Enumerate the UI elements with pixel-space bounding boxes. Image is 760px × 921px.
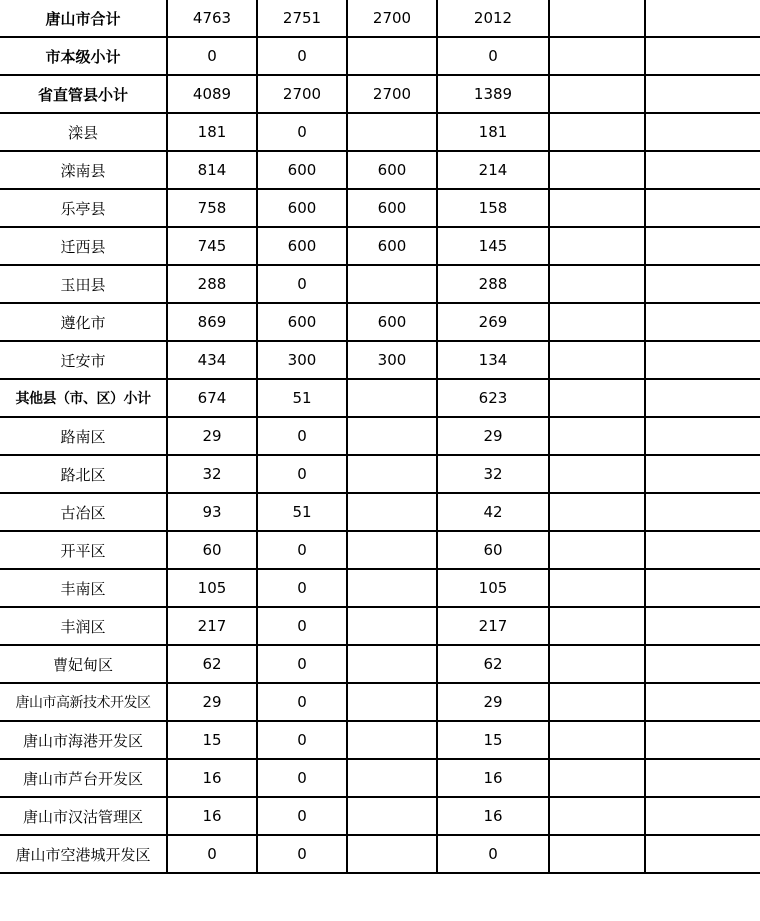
value-cell-2: 0	[257, 531, 347, 569]
value-cell-2: 0	[257, 37, 347, 75]
empty-cell-6	[645, 265, 760, 303]
table-row	[0, 379, 760, 417]
value-cell-2: 51	[257, 493, 347, 531]
value-cell-1: 674	[167, 379, 257, 417]
value-cell-1: 814	[167, 151, 257, 189]
value-cell-1: 29	[167, 417, 257, 455]
value-cell-1: 434	[167, 341, 257, 379]
value-cell-3: 2700	[347, 75, 437, 113]
empty-cell-5	[549, 379, 645, 417]
value-cell-2: 0	[257, 645, 347, 683]
value-cell-2: 0	[257, 607, 347, 645]
value-cell-3	[347, 797, 437, 835]
value-cell-3	[347, 379, 437, 417]
value-cell-3	[347, 759, 437, 797]
empty-cell-6	[645, 303, 760, 341]
value-cell-1: 29	[167, 683, 257, 721]
value-cell-4: 32	[437, 455, 549, 493]
table-row	[0, 265, 760, 303]
value-cell-3	[347, 37, 437, 75]
value-cell-2: 0	[257, 569, 347, 607]
region-name-cell: 唐山市高新技术开发区	[0, 683, 167, 721]
value-cell-3	[347, 607, 437, 645]
value-cell-3: 300	[347, 341, 437, 379]
region-name-cell: 路北区	[0, 455, 167, 493]
table-row	[0, 759, 760, 797]
table-row	[0, 75, 760, 113]
value-cell-2: 0	[257, 455, 347, 493]
table-row	[0, 569, 760, 607]
region-name-cell: 唐山市汉沽管理区	[0, 797, 167, 835]
value-cell-3	[347, 569, 437, 607]
empty-cell-6	[645, 37, 760, 75]
region-name-cell: 玉田县	[0, 265, 167, 303]
empty-cell-6	[645, 759, 760, 797]
region-name-cell: 乐亭县	[0, 189, 167, 227]
table-row	[0, 493, 760, 531]
value-cell-1: 869	[167, 303, 257, 341]
value-cell-2: 51	[257, 379, 347, 417]
empty-cell-6	[645, 493, 760, 531]
table-row	[0, 721, 760, 759]
empty-cell-5	[549, 759, 645, 797]
value-cell-1: 4089	[167, 75, 257, 113]
empty-cell-6	[645, 379, 760, 417]
value-cell-1: 16	[167, 797, 257, 835]
table-row	[0, 37, 760, 75]
region-name-cell: 路南区	[0, 417, 167, 455]
table-row	[0, 189, 760, 227]
empty-cell-6	[645, 797, 760, 835]
value-cell-1: 32	[167, 455, 257, 493]
value-cell-4: 29	[437, 417, 549, 455]
empty-cell-5	[549, 341, 645, 379]
table-row	[0, 227, 760, 265]
region-name-cell: 省直管县小计	[0, 75, 167, 113]
value-cell-3: 600	[347, 189, 437, 227]
empty-cell-6	[645, 341, 760, 379]
value-cell-2: 300	[257, 341, 347, 379]
empty-cell-5	[549, 797, 645, 835]
value-cell-3: 600	[347, 227, 437, 265]
empty-cell-6	[645, 721, 760, 759]
value-cell-4: 29	[437, 683, 549, 721]
table-row	[0, 303, 760, 341]
empty-cell-6	[645, 113, 760, 151]
value-cell-4: 1389	[437, 75, 549, 113]
empty-cell-6	[645, 569, 760, 607]
value-cell-4: 16	[437, 759, 549, 797]
value-cell-2: 0	[257, 835, 347, 873]
empty-cell-5	[549, 493, 645, 531]
region-name-cell: 唐山市合计	[0, 0, 167, 37]
value-cell-4: 62	[437, 645, 549, 683]
value-cell-4: 288	[437, 265, 549, 303]
value-cell-2: 2751	[257, 0, 347, 37]
value-cell-2: 0	[257, 265, 347, 303]
value-cell-4: 214	[437, 151, 549, 189]
value-cell-1: 60	[167, 531, 257, 569]
empty-cell-5	[549, 151, 645, 189]
table-row	[0, 341, 760, 379]
value-cell-2: 0	[257, 721, 347, 759]
empty-cell-6	[645, 607, 760, 645]
value-cell-1: 181	[167, 113, 257, 151]
region-name-cell: 曹妃甸区	[0, 645, 167, 683]
table-row	[0, 531, 760, 569]
value-cell-3	[347, 455, 437, 493]
value-cell-4: 158	[437, 189, 549, 227]
value-cell-3	[347, 531, 437, 569]
table-row	[0, 113, 760, 151]
table-row	[0, 0, 760, 37]
value-cell-4: 181	[437, 113, 549, 151]
table-row	[0, 151, 760, 189]
value-cell-3: 600	[347, 151, 437, 189]
value-cell-4: 0	[437, 37, 549, 75]
empty-cell-5	[549, 683, 645, 721]
value-cell-1: 15	[167, 721, 257, 759]
value-cell-3	[347, 683, 437, 721]
region-name-cell: 遵化市	[0, 303, 167, 341]
region-name-cell: 迁西县	[0, 227, 167, 265]
value-cell-4: 0	[437, 835, 549, 873]
table-row	[0, 645, 760, 683]
value-cell-2: 600	[257, 189, 347, 227]
empty-cell-6	[645, 683, 760, 721]
value-cell-4: 60	[437, 531, 549, 569]
table-row	[0, 797, 760, 835]
value-cell-3	[347, 645, 437, 683]
value-cell-3	[347, 721, 437, 759]
region-name-cell: 滦南县	[0, 151, 167, 189]
value-cell-1: 288	[167, 265, 257, 303]
empty-cell-5	[549, 531, 645, 569]
value-cell-3: 600	[347, 303, 437, 341]
value-cell-2: 600	[257, 303, 347, 341]
region-name-cell: 市本级小计	[0, 37, 167, 75]
value-cell-2: 0	[257, 797, 347, 835]
empty-cell-6	[645, 151, 760, 189]
region-name-cell: 开平区	[0, 531, 167, 569]
empty-cell-5	[549, 569, 645, 607]
value-cell-1: 0	[167, 37, 257, 75]
value-cell-1: 758	[167, 189, 257, 227]
value-cell-2: 600	[257, 151, 347, 189]
table-row	[0, 455, 760, 493]
value-cell-1: 745	[167, 227, 257, 265]
empty-cell-5	[549, 645, 645, 683]
value-cell-1: 4763	[167, 0, 257, 37]
table-row	[0, 607, 760, 645]
table-row	[0, 683, 760, 721]
empty-cell-5	[549, 607, 645, 645]
value-cell-4: 16	[437, 797, 549, 835]
region-name-cell: 唐山市空港城开发区	[0, 835, 167, 873]
value-cell-3	[347, 265, 437, 303]
empty-cell-6	[645, 189, 760, 227]
value-cell-4: 134	[437, 341, 549, 379]
region-name-cell: 迁安市	[0, 341, 167, 379]
value-cell-2: 2700	[257, 75, 347, 113]
empty-cell-5	[549, 113, 645, 151]
table-row	[0, 835, 760, 873]
empty-cell-5	[549, 303, 645, 341]
empty-cell-5	[549, 455, 645, 493]
value-cell-1: 93	[167, 493, 257, 531]
region-name-cell: 唐山市海港开发区	[0, 721, 167, 759]
value-cell-4: 2012	[437, 0, 549, 37]
value-cell-4: 145	[437, 227, 549, 265]
empty-cell-6	[645, 645, 760, 683]
empty-cell-5	[549, 721, 645, 759]
value-cell-4: 623	[437, 379, 549, 417]
region-name-cell: 其他县（市、区）小计	[0, 379, 167, 417]
value-cell-4: 15	[437, 721, 549, 759]
empty-cell-5	[549, 835, 645, 873]
empty-cell-6	[645, 455, 760, 493]
value-cell-1: 217	[167, 607, 257, 645]
table-row	[0, 417, 760, 455]
region-name-cell: 滦县	[0, 113, 167, 151]
value-cell-2: 0	[257, 113, 347, 151]
value-cell-4: 42	[437, 493, 549, 531]
region-name-cell: 丰润区	[0, 607, 167, 645]
value-cell-1: 0	[167, 835, 257, 873]
empty-cell-6	[645, 75, 760, 113]
empty-cell-5	[549, 37, 645, 75]
value-cell-2: 0	[257, 417, 347, 455]
value-cell-2: 0	[257, 759, 347, 797]
region-name-cell: 古冶区	[0, 493, 167, 531]
empty-cell-5	[549, 227, 645, 265]
region-name-cell: 唐山市芦台开发区	[0, 759, 167, 797]
value-cell-3	[347, 417, 437, 455]
empty-cell-6	[645, 227, 760, 265]
empty-cell-6	[645, 531, 760, 569]
empty-cell-5	[549, 0, 645, 37]
empty-cell-5	[549, 75, 645, 113]
value-cell-3	[347, 113, 437, 151]
value-cell-2: 0	[257, 683, 347, 721]
empty-cell-6	[645, 835, 760, 873]
value-cell-1: 62	[167, 645, 257, 683]
empty-cell-5	[549, 417, 645, 455]
value-cell-3	[347, 493, 437, 531]
value-cell-4: 269	[437, 303, 549, 341]
value-cell-4: 105	[437, 569, 549, 607]
value-cell-1: 16	[167, 759, 257, 797]
value-cell-2: 600	[257, 227, 347, 265]
value-cell-4: 217	[437, 607, 549, 645]
empty-cell-5	[549, 189, 645, 227]
empty-cell-5	[549, 265, 645, 303]
empty-cell-6	[645, 417, 760, 455]
value-cell-3: 2700	[347, 0, 437, 37]
value-cell-3	[347, 835, 437, 873]
value-cell-1: 105	[167, 569, 257, 607]
empty-cell-6	[645, 0, 760, 37]
region-name-cell: 丰南区	[0, 569, 167, 607]
